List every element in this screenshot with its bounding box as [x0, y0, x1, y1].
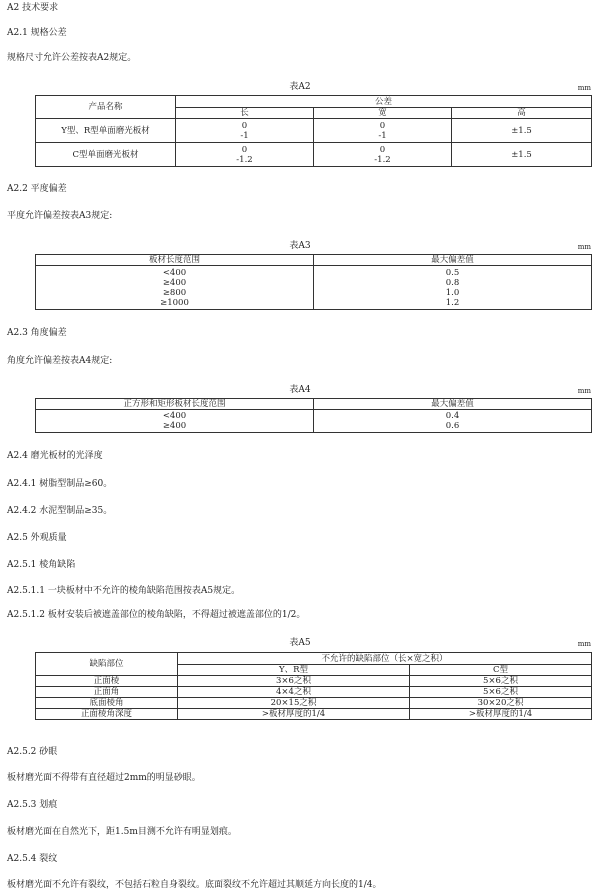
section-heading-a2: A2 技术要求 — [7, 3, 59, 13]
table-a4-header-deviation: 最大偏差值 — [314, 399, 592, 410]
table-cell-c: 5×6之积 — [410, 676, 592, 687]
table-a3-caption — [7, 240, 593, 252]
table-row — [36, 119, 592, 143]
table-cell-width — [314, 143, 452, 167]
value-lower: -1.2 — [374, 154, 391, 165]
table-a2-header-length: 长 — [176, 108, 314, 119]
paragraph-a2-1: 规格尺寸允许公差按表A2规定。 — [7, 53, 137, 63]
value-upper: 0 — [241, 144, 248, 155]
table-a5 — [35, 652, 592, 720]
deviation-value: 0.8 — [445, 277, 460, 288]
paragraph-a2-4-2: A2.4.2 水泥型制品≥35。 — [7, 506, 113, 516]
table-a5-header-part: 缺陷部位 — [36, 653, 178, 676]
table-a3 — [35, 254, 592, 310]
table-row — [36, 266, 592, 310]
deviation-value: 1.0 — [445, 287, 460, 298]
table-a4-header-range: 正方形和矩形板材长度范围 — [36, 399, 314, 410]
table-a2-header-width: 宽 — [314, 108, 452, 119]
table-row — [36, 698, 592, 709]
table-cell-part: 正面棱 — [36, 676, 178, 687]
deviation-value: 1.2 — [445, 297, 460, 308]
section-heading-a2-4: A2.4 磨光板材的光泽度 — [7, 451, 103, 461]
value-upper: 0 — [379, 144, 386, 155]
table-a3-header-range: 板材长度范围 — [36, 255, 314, 266]
table-cell-c: 5×6之积 — [410, 687, 592, 698]
table-cell-part: 正面角 — [36, 687, 178, 698]
section-heading-a2-5-1: A2.5.1 棱角缺陷 — [7, 560, 76, 570]
paragraph-a2-5-4: 板材磨光面不允许有裂纹，不包括石粒自身裂纹。底面裂纹不允许超过其顺延方向长度的1/4。 — [7, 880, 382, 890]
value-lower: -1 — [378, 130, 387, 141]
value-lower: -1 — [240, 130, 249, 141]
table-cell-yr: 3×6之积 — [178, 676, 410, 687]
table-cell-part: 底面棱角 — [36, 698, 178, 709]
range-value: ≥1000 — [160, 297, 189, 308]
table-a5-header-yr: Y、R型 — [178, 665, 410, 676]
table-a3-unit: mm — [577, 243, 591, 251]
table-cell-range — [36, 410, 314, 433]
table-cell-length — [176, 119, 314, 143]
table-a5-caption — [7, 637, 593, 649]
table-a2-header-product: 产品名称 — [36, 96, 176, 119]
table-cell-yr: 4×4之积 — [178, 687, 410, 698]
range-value: ≥400 — [162, 421, 187, 431]
table-a2 — [35, 95, 592, 167]
table-a2-header-tolerance: 公差 — [176, 96, 592, 108]
paragraph-a2-5-3: 板材磨光面在自然光下，距1.5m目测不允许有明显划痕。 — [7, 827, 237, 837]
table-a2-caption — [7, 81, 593, 93]
table-a4-title: 表A4 — [289, 385, 311, 395]
table-cell-part: 正面棱角深度 — [36, 709, 178, 720]
table-row — [36, 410, 592, 433]
table-cell-length — [176, 143, 314, 167]
table-a5-header-scope: 不允许的缺陷部位（长×宽之积） — [178, 653, 592, 665]
table-cell-height: ±1.5 — [452, 143, 592, 167]
range-value: <400 — [162, 267, 187, 278]
table-cell-range — [36, 266, 314, 310]
table-a2-unit: mm — [577, 84, 591, 92]
table-a5-title: 表A5 — [289, 638, 311, 648]
section-heading-a2-5-4: A2.5.4 裂纹 — [7, 854, 58, 864]
paragraph-a2-3: 角度允许偏差按表A4规定: — [7, 356, 113, 366]
table-a3-title: 表A3 — [289, 241, 311, 251]
table-cell-yr: >板材厚度的1/4 — [178, 709, 410, 720]
value-upper: 0 — [241, 120, 248, 131]
deviation-value: 0.5 — [445, 267, 460, 278]
table-cell-deviation — [314, 266, 592, 310]
section-heading-a2-2: A2.2 平度偏差 — [7, 184, 67, 194]
section-heading-a2-1: A2.1 规格公差 — [7, 28, 67, 38]
section-heading-a2-5-2: A2.5.2 砂眼 — [7, 747, 58, 757]
range-value: ≥400 — [162, 277, 187, 288]
paragraph-a2-5-1-2: A2.5.1.2 板材安装后被遮盖部位的棱角缺陷，不得超过被遮盖部位的1/2。 — [7, 610, 306, 620]
table-cell-deviation — [314, 410, 592, 433]
table-a2-header-height: 高 — [452, 108, 592, 119]
table-cell-yr: 20×15之积 — [178, 698, 410, 709]
table-a5-unit: mm — [577, 640, 591, 648]
section-heading-a2-5: A2.5 外观质量 — [7, 533, 67, 543]
table-a5-header-c: C型 — [410, 665, 592, 676]
section-heading-a2-5-3: A2.5.3 划痕 — [7, 800, 58, 810]
range-value: <400 — [162, 411, 187, 421]
table-a4 — [35, 398, 592, 433]
table-cell-product: Y型、R型单面磨光板材 — [36, 119, 176, 143]
table-row — [36, 143, 592, 167]
table-cell-width — [314, 119, 452, 143]
table-cell-c: >板材厚度的1/4 — [410, 709, 592, 720]
table-row — [36, 676, 592, 687]
table-cell-c: 30×20之积 — [410, 698, 592, 709]
table-cell-product: C型单面磨光板材 — [36, 143, 176, 167]
table-a3-header-deviation: 最大偏差值 — [314, 255, 592, 266]
section-heading-a2-3: A2.3 角度偏差 — [7, 328, 67, 338]
paragraph-a2-5-2: 板材磨光面不得带有直径超过2mm的明显砂眼。 — [7, 773, 201, 783]
value-upper: 0 — [379, 120, 386, 131]
deviation-value: 0.6 — [445, 421, 460, 431]
paragraph-a2-4-1: A2.4.1 树脂型制品≥60。 — [7, 479, 113, 489]
table-a2-title: 表A2 — [289, 82, 311, 92]
deviation-value: 0.4 — [445, 411, 460, 421]
table-a4-unit: mm — [577, 387, 591, 395]
table-row — [36, 709, 592, 720]
paragraph-a2-5-1-1: A2.5.1.1 一块板材中不允许的棱角缺陷范围按表A5规定。 — [7, 586, 241, 596]
paragraph-a2-2: 平度允许偏差按表A3规定: — [7, 211, 113, 221]
value-lower: -1.2 — [236, 154, 253, 165]
table-row — [36, 687, 592, 698]
range-value: ≥800 — [162, 287, 187, 298]
table-cell-height: ±1.5 — [452, 119, 592, 143]
table-a4-caption — [7, 384, 593, 396]
